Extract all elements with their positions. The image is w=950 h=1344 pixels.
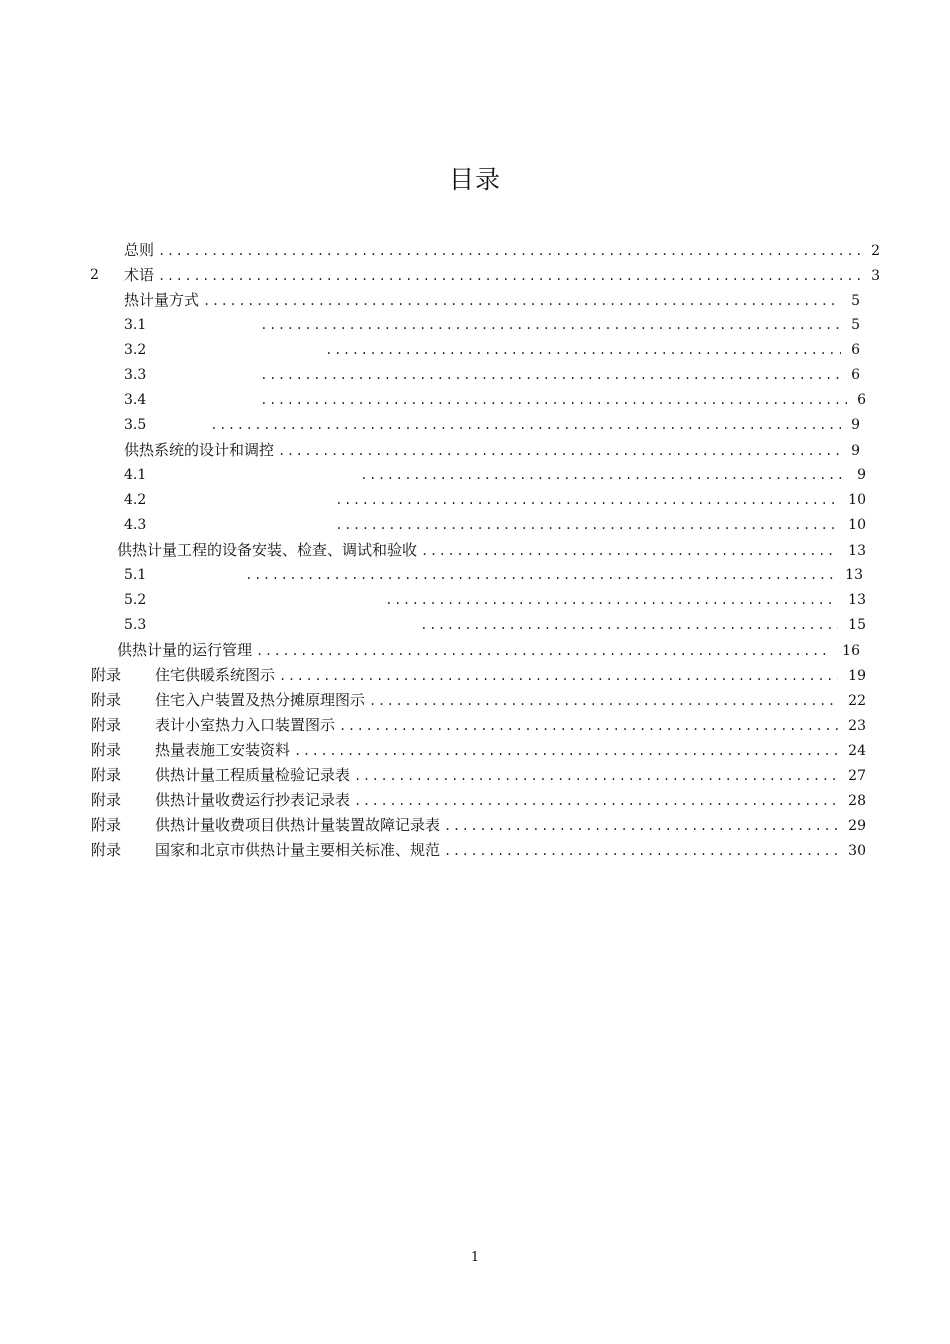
toc-number: 3.2 xyxy=(124,342,147,358)
appendix-prefix: 附录 xyxy=(91,666,122,684)
toc-row[interactable] xyxy=(0,339,860,361)
toc-row[interactable] xyxy=(0,314,860,336)
appendix-row[interactable] xyxy=(0,689,866,711)
toc-leader-dots xyxy=(335,514,838,536)
toc-leader-dots xyxy=(444,815,838,837)
toc-number: 3.3 xyxy=(124,367,147,383)
appendix-prefix: 附录 xyxy=(91,816,122,834)
appendix-label: 供热计量工程质量检验记录表 xyxy=(155,766,351,784)
toc-page: 10 xyxy=(848,517,866,533)
toc-page: 9 xyxy=(851,417,860,433)
toc-leader-dots xyxy=(354,765,838,787)
toc-page: 30 xyxy=(848,843,866,859)
appendix-prefix: 附录 xyxy=(91,741,122,759)
toc-leader-dots xyxy=(294,740,838,762)
appendix-label: 住宅入户装置及热分摊原理图示 xyxy=(155,691,366,709)
toc-page: 5 xyxy=(851,293,860,309)
toc-page: 10 xyxy=(848,492,866,508)
appendix-prefix: 附录 xyxy=(91,716,122,734)
toc-leader-dots xyxy=(158,240,861,262)
appendix-row[interactable] xyxy=(0,739,866,761)
toc-leader-dots xyxy=(203,290,841,312)
toc-leader-dots xyxy=(158,265,861,287)
toc-label: 供热系统的设计和调控 xyxy=(124,441,275,459)
toc-page: 9 xyxy=(851,443,860,459)
toc-row[interactable] xyxy=(0,364,860,386)
toc-page: 6 xyxy=(857,392,866,408)
toc-leader-dots xyxy=(360,464,847,486)
appendix-row[interactable] xyxy=(0,789,866,811)
page-title: 目录 xyxy=(448,165,501,194)
toc-leader-dots xyxy=(339,715,838,737)
toc-leader-dots xyxy=(260,389,847,411)
toc-leader-dots xyxy=(278,440,841,462)
toc-label: 供热计量工程的设备安装、检查、调试和验收 xyxy=(117,541,418,559)
toc-row[interactable] xyxy=(0,639,860,661)
toc-leader-dots xyxy=(420,614,838,636)
toc-page: 22 xyxy=(848,693,866,709)
appendix-label: 热量表施工安装资料 xyxy=(155,741,291,759)
toc-page: 15 xyxy=(848,617,866,633)
toc-label: 总则 xyxy=(124,241,155,259)
toc-label: 热计量方式 xyxy=(124,291,200,309)
toc-leader-dots xyxy=(260,364,841,386)
toc-page: 23 xyxy=(848,718,866,734)
toc-number: 5.2 xyxy=(124,592,147,608)
toc-page: 13 xyxy=(848,592,866,608)
toc-page: 29 xyxy=(848,818,866,834)
toc-leader-dots xyxy=(335,489,838,511)
toc-page: 13 xyxy=(845,567,863,583)
toc-page: 19 xyxy=(848,668,866,684)
toc-number: 2 xyxy=(90,267,99,283)
toc-leader-dots xyxy=(245,564,835,586)
toc-row[interactable] xyxy=(0,239,880,261)
appendix-row[interactable] xyxy=(0,814,866,836)
appendix-label: 住宅供暖系统图示 xyxy=(155,666,276,684)
toc-page: 3 xyxy=(871,268,880,284)
toc-page: 6 xyxy=(851,367,860,383)
toc-leader-dots xyxy=(325,339,841,361)
toc-row[interactable] xyxy=(0,414,860,436)
appendix-label: 供热计量收费运行抄表记录表 xyxy=(155,791,351,809)
appendix-prefix: 附录 xyxy=(91,766,122,784)
toc-number: 3.1 xyxy=(124,317,147,333)
appendix-prefix: 附录 xyxy=(91,791,122,809)
appendix-prefix: 附录 xyxy=(91,841,122,859)
toc-number: 5.3 xyxy=(124,617,147,633)
page-number: 1 xyxy=(470,1250,480,1265)
toc-row[interactable] xyxy=(0,389,866,411)
toc-number: 3.4 xyxy=(124,392,147,408)
toc-number: 4.1 xyxy=(124,467,147,483)
toc-page: 28 xyxy=(848,793,866,809)
appendix-label: 国家和北京市供热计量主要相关标准、规范 xyxy=(155,841,441,859)
toc-row[interactable] xyxy=(0,539,866,561)
toc-number: 3.5 xyxy=(124,417,147,433)
appendix-row[interactable] xyxy=(0,839,866,861)
toc-number: 4.2 xyxy=(124,492,147,508)
toc-page: 6 xyxy=(851,342,860,358)
appendix-row[interactable] xyxy=(0,664,866,686)
appendix-row[interactable] xyxy=(0,764,866,786)
toc-row[interactable] xyxy=(0,439,860,461)
toc-page: 16 xyxy=(842,643,860,659)
toc-leader-dots xyxy=(444,840,838,862)
appendix-row[interactable] xyxy=(0,714,866,736)
toc-leader-dots xyxy=(354,790,838,812)
toc-label: 术语 xyxy=(124,266,155,284)
appendix-label: 表计小室热力入口装置图示 xyxy=(155,716,336,734)
toc-number: 5.1 xyxy=(124,567,147,583)
toc-leader-dots xyxy=(279,665,838,687)
toc-row[interactable] xyxy=(0,564,863,586)
toc-page: 24 xyxy=(848,743,866,759)
appendix-label: 供热计量收费项目供热计量装置故障记录表 xyxy=(155,816,441,834)
toc-page: 27 xyxy=(848,768,866,784)
toc-row[interactable] xyxy=(0,464,866,486)
toc-page: 2 xyxy=(871,243,880,259)
appendix-prefix: 附录 xyxy=(91,691,122,709)
toc-leader-dots xyxy=(210,414,841,436)
toc-row[interactable] xyxy=(0,289,860,311)
toc-page: 9 xyxy=(857,467,866,483)
toc-leader-dots xyxy=(256,640,832,662)
toc-row[interactable] xyxy=(0,489,866,511)
toc-leader-dots xyxy=(369,690,838,712)
toc-row[interactable] xyxy=(0,614,866,636)
toc-row[interactable] xyxy=(0,264,880,286)
toc-label: 供热计量的运行管理 xyxy=(117,641,253,659)
toc-leader-dots xyxy=(260,314,841,336)
toc-number: 4.3 xyxy=(124,517,147,533)
toc-row[interactable] xyxy=(0,589,866,611)
toc-page: 5 xyxy=(851,317,860,333)
toc-leader-dots xyxy=(385,589,838,611)
toc-page: 13 xyxy=(848,543,866,559)
toc-row[interactable] xyxy=(0,514,866,536)
toc-leader-dots xyxy=(421,540,838,562)
